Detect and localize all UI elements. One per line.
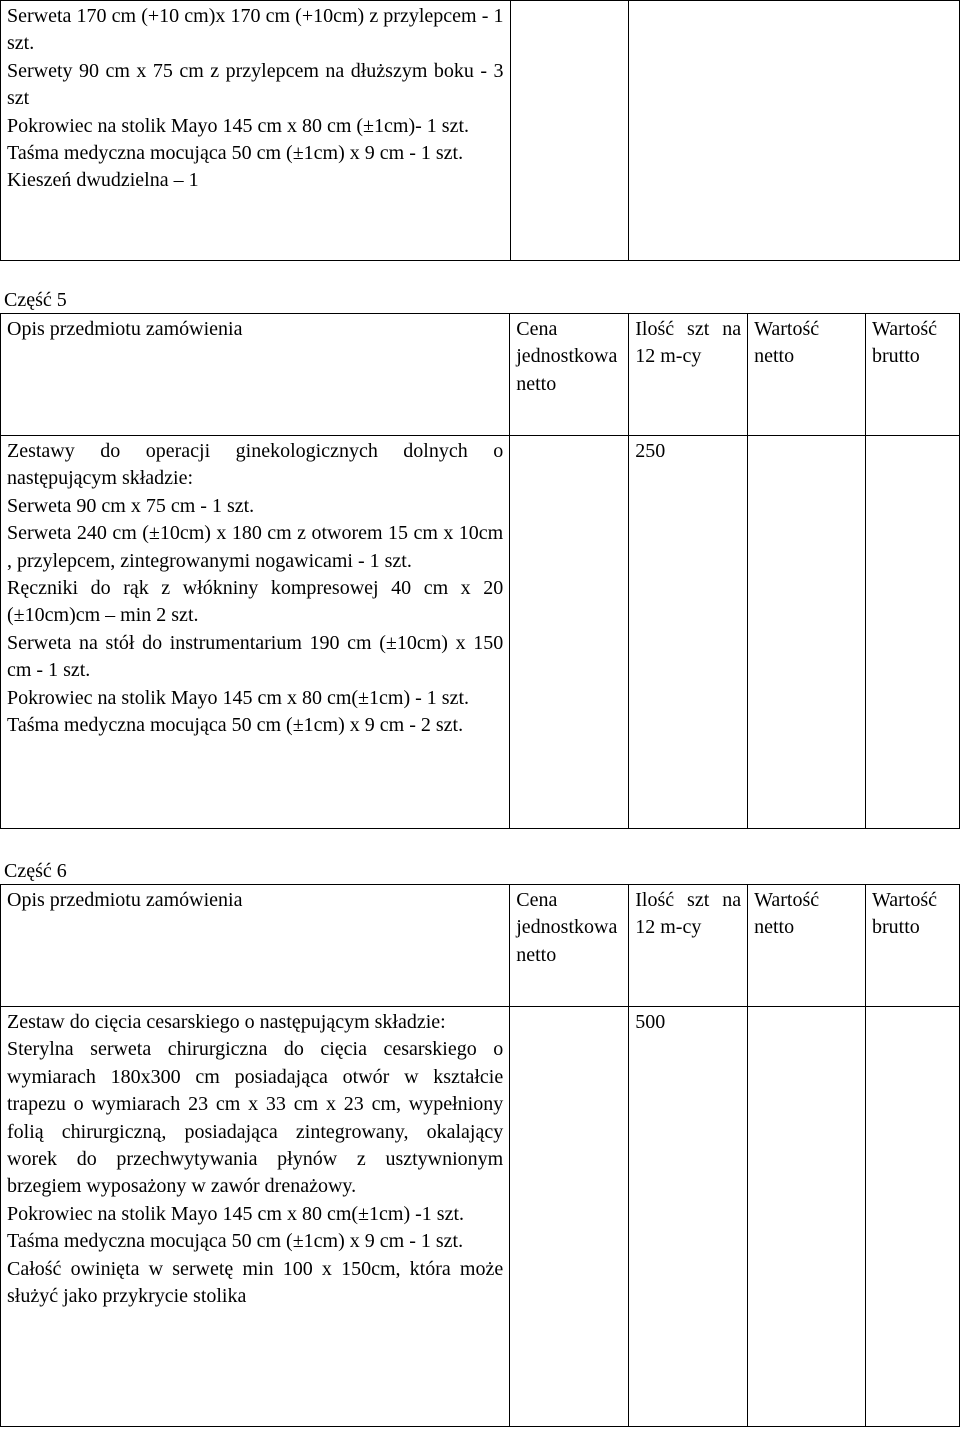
item-line: Taśma medyczna mocująca 50 cm (±1cm) x 9 cm - 1 szt. — [7, 142, 464, 165]
item-line: Pokrowiec na stolik Mayo 145 cm x 80 cm (±1cm)- 1 szt. — [7, 114, 470, 137]
item-line: Ręczniki do rąk z włókniny kompresowej 40 cm x 20 (±10cm)cm – min 2 szt. — [7, 577, 504, 627]
part6-description-cell — [1, 1007, 510, 1427]
header-unit-price-label: Cena jednostkowa netto — [516, 318, 618, 395]
header-unit-price — [510, 885, 629, 1007]
header-unit-price — [510, 314, 629, 436]
header-gross-value — [866, 314, 960, 436]
part6-quantity: 500 — [635, 1011, 666, 1033]
item-line: Kieszeń dwudzielna – 1 — [7, 169, 199, 192]
header-description — [1, 314, 510, 436]
item-line: Pokrowiec na stolik Mayo 145 cm x 80 cm(±1cm) -1 szt. — [7, 1202, 465, 1225]
item-line: Serwety 90 cm x 75 cm z przylepcem na dłuższym boku - 3 szt — [7, 59, 504, 110]
part5-net-value-cell — [748, 436, 866, 829]
header-gross-value — [866, 885, 960, 1007]
item-line: Pokrowiec na stolik Mayo 145 cm x 80 cm(±1cm) - 1 szt. — [7, 686, 470, 709]
part5-table — [0, 313, 960, 829]
part5-title: Część 5 — [4, 289, 67, 311]
header-quantity-label: Ilość szt na 12 m-cy — [635, 318, 742, 368]
item-line: Taśma medyczna mocująca 50 cm (±1cm) x 9 cm - 2 szt. — [7, 714, 464, 737]
header-net-value-label: Wartość netto — [754, 889, 820, 939]
item-line: Zestaw do cięcia cesarskiego o następującym składzie: — [7, 1011, 446, 1033]
part5-quantity: 250 — [635, 440, 666, 462]
header-quantity — [629, 314, 748, 436]
part6-title: Część 6 — [4, 860, 67, 882]
header-unit-price-label: Cena jednostkowa netto — [516, 889, 618, 966]
header-description — [1, 885, 510, 1007]
continuation-description-cell — [1, 1, 511, 261]
part6-quantity-cell — [629, 1007, 748, 1427]
header-quantity-label: Ilość szt na 12 m-cy — [635, 889, 742, 939]
continuation-rest-cell — [629, 1, 960, 261]
part6-table — [0, 884, 960, 1427]
item-line: Serweta 90 cm x 75 cm - 1 szt. — [7, 494, 255, 517]
header-gross-value-label: Wartość brutto — [872, 889, 938, 939]
item-line: Serweta na stół do instrumentarium 190 cm (±10cm) x 150 cm - 1 szt. — [7, 631, 504, 682]
header-description-label: Opis przedmiotu zamówienia — [7, 889, 243, 911]
item-line: Taśma medyczna mocująca 50 cm (±1cm) x 9 cm - 1 szt. — [7, 1230, 464, 1253]
part5-quantity-cell — [629, 436, 748, 829]
continuation-price-cell — [510, 1, 629, 261]
continuation-table — [0, 0, 960, 261]
part6-unit-price-cell — [510, 1007, 629, 1427]
item-line: Serweta 240 cm (±10cm) x 180 cm z otworem 15 cm x 10cm , przylepcem, zintegrowanymi nogawicami - 1 szt. — [7, 522, 504, 572]
part6-net-value-cell — [748, 1007, 866, 1427]
part6-gross-value-cell — [866, 1007, 960, 1427]
item-line: Zestawy do operacji ginekologicznych dolnych o następującym składzie: — [7, 440, 504, 490]
header-net-value-label: Wartość netto — [754, 318, 820, 368]
item-line: Sterylna serweta chirurgiczna do cięcia cesarskiego o wymiarach 180x300 cm posiadająca otwór w kształcie trapezu o wymiarach 23 cm x 33 cm x 23 cm, wypełniony folią chirurgiczną, posiadająca zintegrowany, okalający worek do przechwytywania płynów z usztywnionym brzegiem wyposażony w zawór drenażowy. — [7, 1038, 504, 1198]
header-gross-value-label: Wartość brutto — [872, 318, 938, 368]
header-description-label: Opis przedmiotu zamówienia — [7, 318, 243, 340]
header-quantity — [629, 885, 748, 1007]
part5-unit-price-cell — [510, 436, 629, 829]
header-net-value — [748, 885, 866, 1007]
header-net-value — [748, 314, 866, 436]
item-line: Całość owinięta w serwetę min 100 x 150cm, która może służyć jako przykrycie stolika — [7, 1257, 504, 1308]
part5-description-cell — [1, 436, 510, 829]
item-line: Serweta 170 cm (+10 cm)x 170 cm (+10cm) z przylepcem - 1 szt. — [7, 5, 504, 55]
part5-gross-value-cell — [866, 436, 960, 829]
